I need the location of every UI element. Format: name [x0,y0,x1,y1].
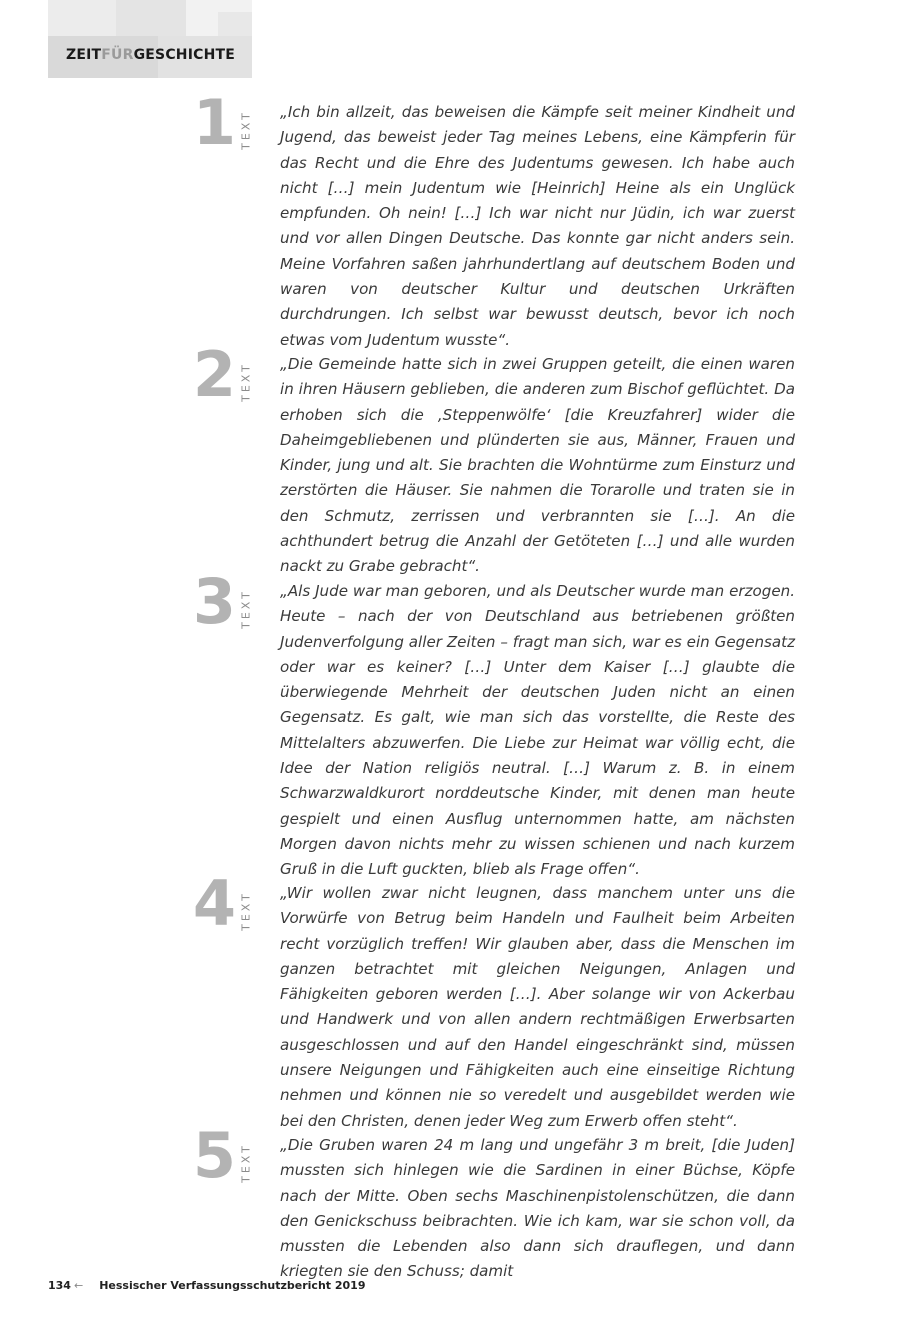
series-title-part2: FÜR [101,47,134,63]
text-number-2: 2 [192,338,236,411]
text-section-2 [190,338,810,576]
text-label-1: TEXT [239,110,253,150]
text-section-5 [190,1119,810,1281]
text-label-3: TEXT [239,589,253,629]
text-number-5: 5 [192,1119,236,1192]
quote-text-2: „Die Gemeinde hatte sich in zwei Gruppen geteilt, die einen waren in ihren Häusern geblieben, die anderen zum Bischof geflüchtet. Da erhoben sich die ‚Steppenwölfe‘ [die Kreuzfahrer] wider die Daheimgebliebenen und plünderten sie aus, Männer, Frauen und Kinder, jung und alt. Sie brachten die Wohntürme zum Einsturz und zerstörten die Häuser. Sie nahmen die Torarolle und traten sie in den Schmutz, zerrissen und verbrannten sie […]. An die achthundert betrug die Anzahl der Getöteten […] und alle wurden nackt zu Grabe gebracht“. [280,355,795,576]
text-label-4: TEXT [239,891,253,931]
series-title-part1: ZEIT [66,47,102,63]
series-title [66,47,235,63]
text-section-1 [190,86,810,349]
quote-text-1: „Ich bin allzeit, das beweisen die Kämpfe seit meiner Kindheit und Jugend, das beweist jeder Tag meines Lebens, eine Kämpferin für das Recht und die Ehre des Judentums gewesen. Ich habe auch nicht […] mein Judentum wie [Heinrich] Heine als ein Unglück empfunden. Oh nein! […] Ich war nicht nur Jüdin, ich war zuerst und vor allen Dingen Deutsche. Das konnte gar nicht anders sein. Meine Vorfahren saßen jahrhundertlang auf deutschem Boden und waren von deutscher Kultur und deutschen Urkräften durchdrungen. Ich selbst war bewusst deutsch, bevor ich noch etwas vom Judentum wusste“. [280,103,795,349]
page-footer [48,1279,366,1292]
page-number: 134 [48,1279,71,1292]
quote-text-3: „Als Jude war man geboren, und als Deutscher wurde man erzogen. Heute – nach der von Deutschland aus betriebenen größten Judenverfolgung aller Zeiten – fragt man sich, war es ein Gegensatz oder war es keiner? […] Unter dem Kaiser […] glaubte die überwiegende Mehrheit der deutschen Juden nicht an einen Gegensatz. Es galt, wie man sich das vorstellte, die Reste des Mittelalters abzuwerfen. Die Liebe zur Heimat war völlig echt, die Idee der Nation religiös neutral. […] Warum z. B. in einem Schwarzwaldkurort norddeutsche Kinder, mit denen man heute gespielt und einen Ausflug unternommen hatte, am nächsten Morgen davon nichts mehr zu wissen schienen und nach kurzem Gruß in die Luft guckten, blieb als Frage offen“. [280,582,795,879]
quote-text-5: „Die Gruben waren 24 m lang und ungefähr 3 m breit, [die Juden] mussten sich hinlegen wie die Sardinen in einer Büchse, Köpfe nach der Mitte. Oben sechs Maschinenpistolenschützen, die dann den Genickschuss beibrachten. Wie ich kam, war sie schon voll, da mussten die Lebenden also dann sich drauflegen, und dann kriegten sie den Schuss; damit [280,1136,795,1281]
header-decoration [48,0,252,78]
text-number-4: 4 [192,867,236,940]
arrow-left-icon: ← [73,1279,84,1292]
quote-text-4: „Wir wollen zwar nicht leugnen, dass manchem unter uns die Vorwürfe von Betrug beim Handeln und Faulheit beim Arbeiten recht vorzüglich treffen! Wir glauben aber, dass die Menschen im ganzen betrachtet mit gleichen Neigungen, Anlagen und Fähigkeiten geboren werden […]. Aber solange wir von Ackerbau und Handwerk und von allen andern rechtmäßigen Erwerbsarten ausgeschlossen und auf den Handel eingeschränkt sind, müssen unsere Neigungen und Fähigkeiten auch eine einseitige Richtung nehmen und können nie so veredelt und ausgebildet werden wie bei den Christen, denen jeder Weg zum Erwerb offen steht“. [280,884,795,1130]
text-label-5: TEXT [239,1143,253,1183]
series-title-part3: GESCHICHTE [133,47,236,63]
text-number-1: 1 [192,86,236,159]
text-section-3 [190,565,810,879]
text-label-2: TEXT [239,362,253,402]
text-number-3: 3 [192,565,236,638]
publication-title: Hessischer Verfassungsschutzbericht 2019 [99,1279,366,1292]
text-section-4 [190,867,810,1130]
